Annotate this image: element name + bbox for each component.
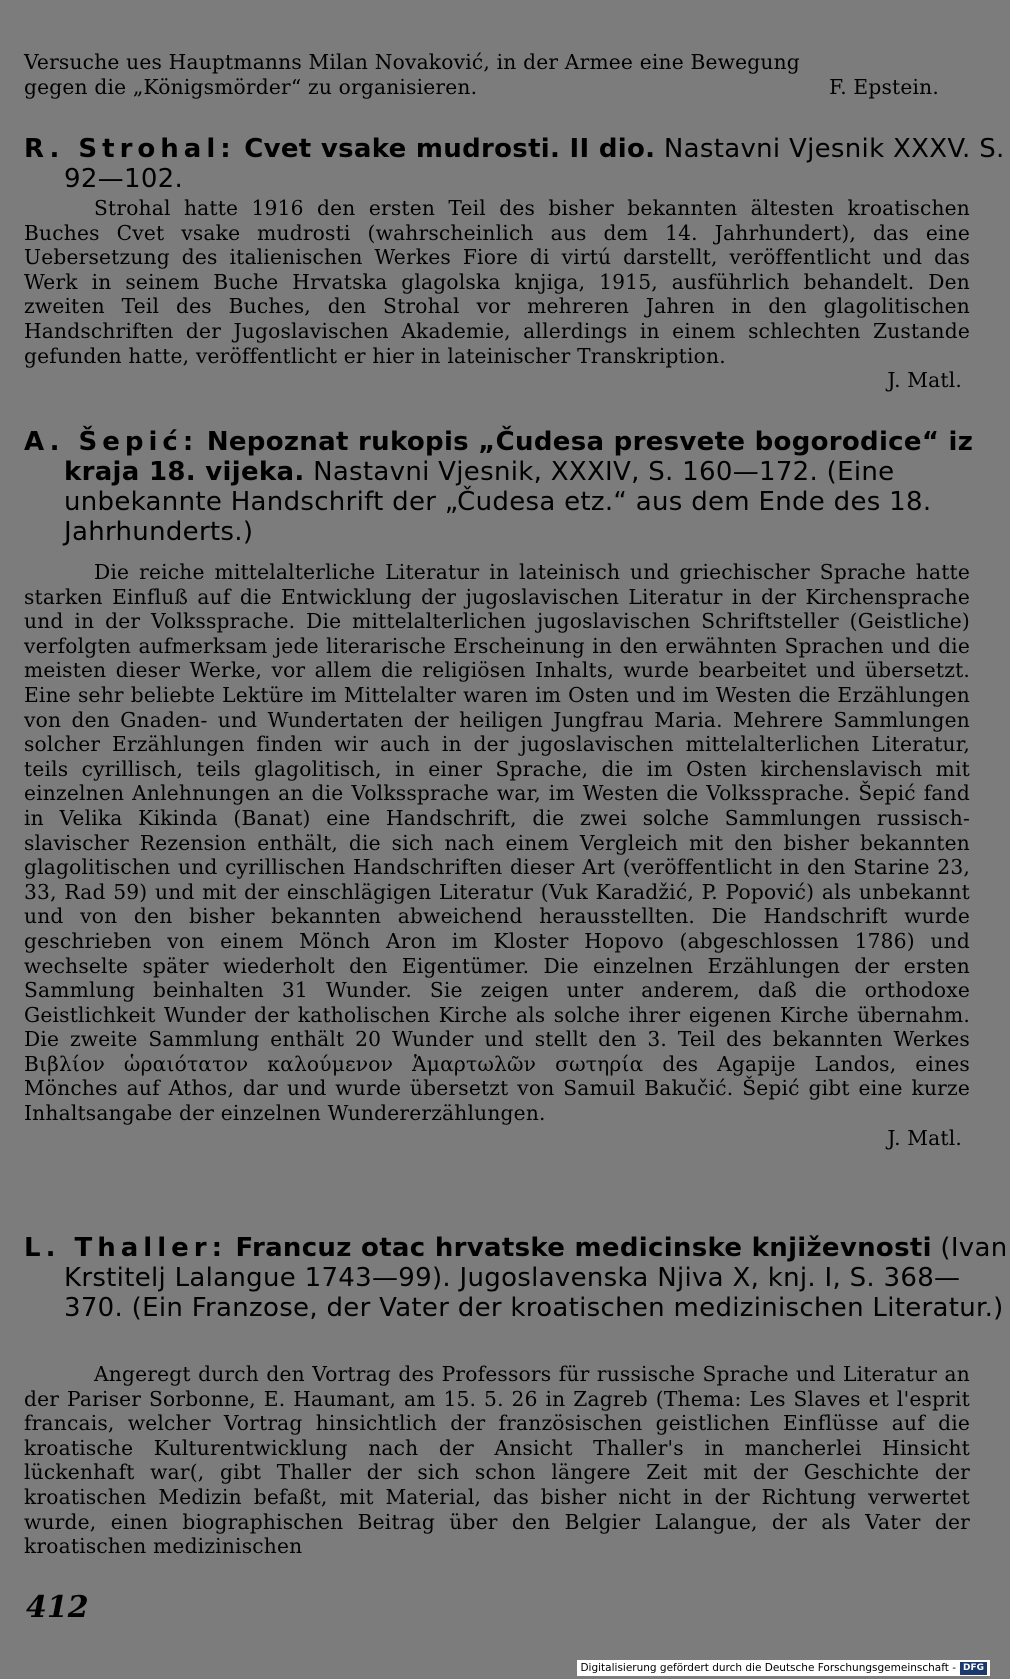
entry-paragraph: Die reiche mittelalterliche Literatur in lateinisch und griechischer Sprache hatte starken Einfluß auf die Entwicklung der jugoslavischen Literatur in der Kirchensprache und in der Volkssprache. Die mittelalterlichen jugoslavischen Schriftsteller (Geistliche) verfolgten aufmerksam jede literarische Erscheinung in den erwähnten Sprachen und die meisten dieser Werke, vor allem die religiösen Inhalts, wurde bearbeitet und übersetzt. Eine sehr beliebte Lektüre im Mittelalter waren im Osten und im Westen die Erzählungen von den Gnaden- und Wundertaten der heiligen Jungfrau Maria. Mehrere Sammlungen solcher Erzählungen finden wir auch in der jugoslavischen mittelalterlichen Literatur, teils cyrillisch, teils glagolitisch, in einer Sprache, die im Osten kirchenslavisch mit einzelnen Anlehnungen an die Volkssprache war, im Westen die Volkssprache. Šepić fand in Velika Kikinda (Banat) eine Handschrift, die zwei solche Sammlungen russisch-slavischer Rezension enthält, die sich nach einem Vergleich mit den bisher bekannten glagolitischen und cyrillischen Handschriften dieser Art (veröffentlicht in den Starine 23, 33, Rad 59) und mit der einschlägigen Literatur (Vuk Karadžić, P. Popović) als unbekannt und von den bisher bekannten abweichend herausstellten. Die Handschrift wurde geschrieben von einem Mönch Aron im Kloster Hopovo (abgeschlossen 1786) und wechselte später wiederholt den Eigentümer. Die einzelnen Erzählungen der ersten Sammlung beinhalten 31 Wunder. Sie zeigen unter anderem, daß die orthodoxe Geistlichkeit Wunder der katholischen Kirche als solche ihrer eigenen Kirche übernahm. Die zweite Sammlung enthält 20 Wunder und stellt den 3. Teil des bekannten Werkes Βιβλίον ὡραιότατον καλούμενον Ἁμαρτωλῶν σωτηρία des Agapije Landos, eines Mönches auf Athos, dar und wurde übersetzt von Samuil Bakučić. Šepić gibt eine kurze Inhaltsangabe der einzelnen Wundererzählungen.: [24, 560, 970, 1126]
dfg-logo-icon: DFG: [960, 1662, 987, 1675]
entry-paragraph: Strohal hatte 1916 den ersten Teil des bisher bekannten ältesten kroatischen Buches Cvet vsake mudrosti (wahrscheinlich aus dem 14. Jahrhundert), das eine Uebersetzung des italienischen Werkes Fiore di virtú darstellt, veröffentlicht und das Werk in seinem Buche Hrvatska glagolska knjiga, 1915, ausführlich behandelt. Den zweiten Teil des Buches, den Strohal vor mehreren Jahren in den glagolitischen Handschriften der Jugoslavischen Akademie, allerdings in einem schlechten Zustande gefunden hatte, veröffentlicht er hier in lateinischer Transkription.: [24, 196, 970, 368]
entry-author: A. Šepić:: [24, 427, 199, 457]
reviewer-signature: J. Matl.: [887, 1125, 962, 1150]
entry-paragraph: Angeregt durch den Vortrag des Professors für russische Sprache und Literatur an der Pariser Sorbonne, E. Haumant, am 15. 5. 26 in Zagreb (Thema: Les Slaves et l'esprit francais, welcher Vortrag hinsichtlich der französischen geistlichen Einflüsse auf die kroatische Kulturentwicklung nach der Ansicht Thaller's in mancherlei Hinsicht lückenhaft war(, gibt Thaller der sich schon längere Zeit mit der Geschichte der kroatischen Medizin befaßt, mit Material, das bisher nicht in der Richtung verwertet wurde, einen biographischen Beitrag über den Belgier Lalangue, der als Vater der kroatischen medizinischen: [24, 1362, 970, 1559]
reviewer-signature: F. Epstein.: [829, 74, 939, 99]
footer-text: Digitalisierung gefördert durch die Deutsche Forschungsgemeinschaft -: [580, 1662, 956, 1674]
entry-heading-strohal: [24, 134, 1010, 194]
entry-title: Cvet vsake mudrosti. II dio.: [244, 134, 656, 164]
entry-title: Nepoznat rukopis „Čudesa presvete bogorodice“ iz kraja 18. vijeka.: [64, 427, 974, 487]
entry-body-sepic: [24, 560, 970, 1150]
continuation-text: gegen die „Königsmörder“ zu organisieren.: [24, 74, 478, 99]
entry-source: Nastavni Vjesnik XXXV. S. 92—102.: [64, 134, 1005, 194]
entry-heading-sepic: [24, 427, 1010, 547]
reviewer-signature: J. Matl.: [887, 368, 962, 393]
entry-heading-thaller: [24, 1233, 1010, 1323]
page-number: 412: [26, 1590, 89, 1625]
entry-body-thaller: [24, 1362, 970, 1559]
entry-author: L. Thaller:: [24, 1233, 227, 1263]
continuation-block: [24, 50, 970, 99]
continuation-last-line: [24, 75, 939, 100]
entry-title: Francuz otac hrvatske medicinske književnosti: [235, 1233, 932, 1263]
continuation-line: Versuche ues Hauptmanns Milan Novaković, in der Armee eine Bewegung: [24, 50, 800, 74]
entry-source: (Ivan Krstitelj Lalangue 1743—99). Jugoslavenska Njiva X, knj. I, S. 368—370. (Ein Franzose, der Vater der kroatischen medizinischen Literatur.): [64, 1233, 1008, 1323]
entry-body-strohal: [24, 196, 970, 393]
entry-author: R. Strohal:: [24, 134, 236, 164]
digitization-footer: [577, 1660, 990, 1676]
entry-source: Nastavni Vjesnik, XXXIV, S. 160—172. (Eine unbekannte Handschrift der „Čudesa etz.“ aus dem Ende des 18. Jahrhunderts.): [64, 457, 932, 547]
